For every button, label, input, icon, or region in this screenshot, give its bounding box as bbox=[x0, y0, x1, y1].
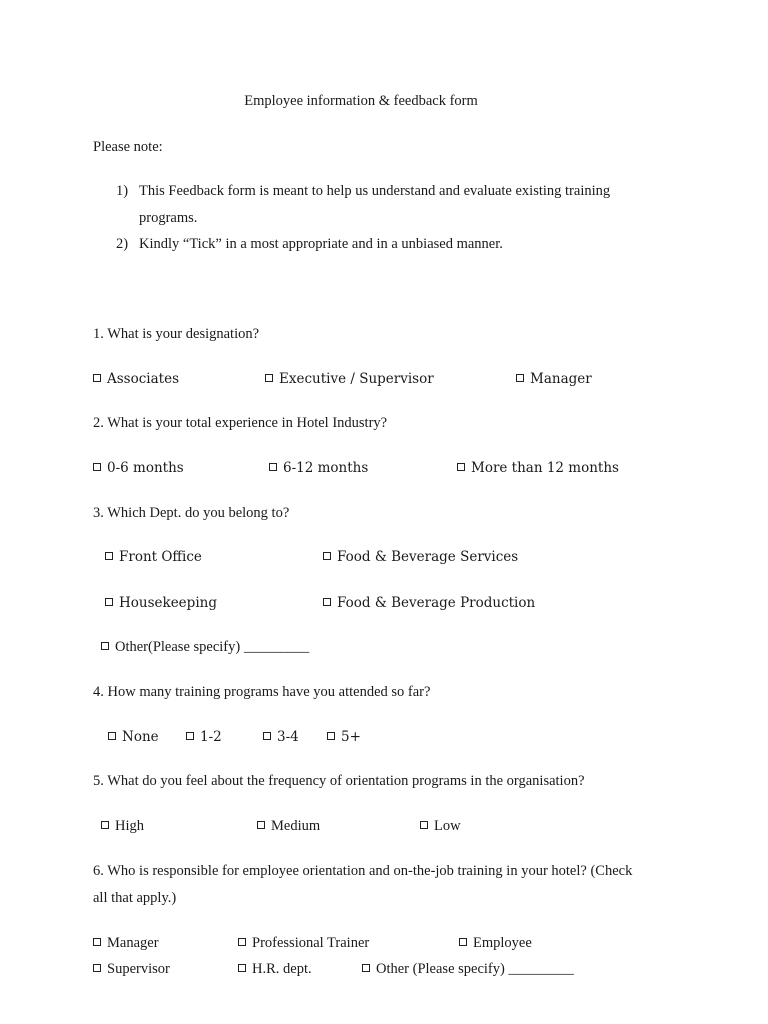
checkbox-icon bbox=[265, 374, 273, 382]
note-text: This Feedback form is meant to help us understand and evaluate existing training bbox=[139, 183, 611, 199]
checkbox-icon bbox=[93, 463, 101, 471]
option-more-than-12-months[interactable]: More than 12 months bbox=[457, 459, 619, 477]
option-other-dept[interactable]: Other(Please specify) _________ bbox=[101, 638, 309, 656]
checkbox-icon bbox=[101, 642, 109, 650]
checkbox-icon bbox=[108, 732, 116, 740]
option-executive-supervisor[interactable]: Executive / Supervisor bbox=[265, 370, 434, 388]
checkbox-icon bbox=[459, 938, 467, 946]
option-employee[interactable]: Employee bbox=[459, 934, 532, 952]
option-other-responsible[interactable]: Other (Please specify) _________ bbox=[362, 960, 574, 978]
option-0-6-months[interactable]: 0-6 months bbox=[93, 459, 184, 477]
checkbox-icon bbox=[186, 732, 194, 740]
checkbox-icon bbox=[323, 598, 331, 606]
checkbox-icon bbox=[269, 463, 277, 471]
note-number: 2) bbox=[116, 236, 129, 252]
checkbox-icon bbox=[238, 964, 246, 972]
checkbox-icon bbox=[93, 938, 101, 946]
checkbox-icon bbox=[257, 821, 265, 829]
note-number: 1) bbox=[116, 183, 129, 199]
option-manager[interactable]: Manager bbox=[516, 370, 592, 388]
option-low[interactable]: Low bbox=[420, 817, 461, 835]
option-none[interactable]: None bbox=[108, 728, 159, 746]
checkbox-icon bbox=[420, 821, 428, 829]
option-hr-dept[interactable]: H.R. dept. bbox=[238, 960, 312, 978]
question-1: 1. What is your designation? bbox=[93, 326, 260, 342]
checkbox-icon bbox=[93, 374, 101, 382]
note-text: Kindly “Tick” in a most appropriate and in a unbiased manner. bbox=[139, 236, 503, 252]
checkbox-icon bbox=[93, 964, 101, 972]
option-food-beverage-production[interactable]: Food & Beverage Production bbox=[323, 594, 535, 612]
checkbox-icon bbox=[327, 732, 335, 740]
option-professional-trainer[interactable]: Professional Trainer bbox=[238, 934, 369, 952]
question-6-continued: all that apply.) bbox=[93, 890, 177, 906]
option-manager-responsible[interactable]: Manager bbox=[93, 934, 159, 952]
note-label: Please note: bbox=[93, 139, 163, 155]
question-2: 2. What is your total experience in Hotel Industry? bbox=[93, 415, 388, 431]
question-6: 6. Who is responsible for employee orientation and on-the-job training in your hotel? (Check bbox=[93, 863, 633, 879]
checkbox-icon bbox=[323, 552, 331, 560]
checkbox-icon bbox=[105, 552, 113, 560]
question-5: 5. What do you feel about the frequency of orientation programs in the organisation? bbox=[93, 773, 585, 789]
option-high[interactable]: High bbox=[101, 817, 144, 835]
checkbox-icon bbox=[238, 938, 246, 946]
checkbox-icon bbox=[263, 732, 271, 740]
checkbox-icon bbox=[362, 964, 370, 972]
option-housekeeping[interactable]: Housekeeping bbox=[105, 594, 217, 612]
option-1-2[interactable]: 1-2 bbox=[186, 728, 222, 746]
option-food-beverage-services[interactable]: Food & Beverage Services bbox=[323, 548, 518, 566]
option-front-office[interactable]: Front Office bbox=[105, 548, 202, 566]
option-supervisor[interactable]: Supervisor bbox=[93, 960, 170, 978]
option-6-12-months[interactable]: 6-12 months bbox=[269, 459, 368, 477]
option-medium[interactable]: Medium bbox=[257, 817, 320, 835]
form-title: Employee information & feedback form bbox=[244, 93, 478, 109]
question-4: 4. How many training programs have you attended so far? bbox=[93, 684, 431, 700]
checkbox-icon bbox=[101, 821, 109, 829]
checkbox-icon bbox=[457, 463, 465, 471]
option-3-4[interactable]: 3-4 bbox=[263, 728, 299, 746]
question-3: 3. Which Dept. do you belong to? bbox=[93, 505, 290, 521]
checkbox-icon bbox=[105, 598, 113, 606]
checkbox-icon bbox=[516, 374, 524, 382]
option-5-plus[interactable]: 5+ bbox=[327, 728, 361, 746]
option-associates[interactable]: Associates bbox=[93, 370, 179, 388]
note-text-continued: programs. bbox=[139, 210, 198, 226]
